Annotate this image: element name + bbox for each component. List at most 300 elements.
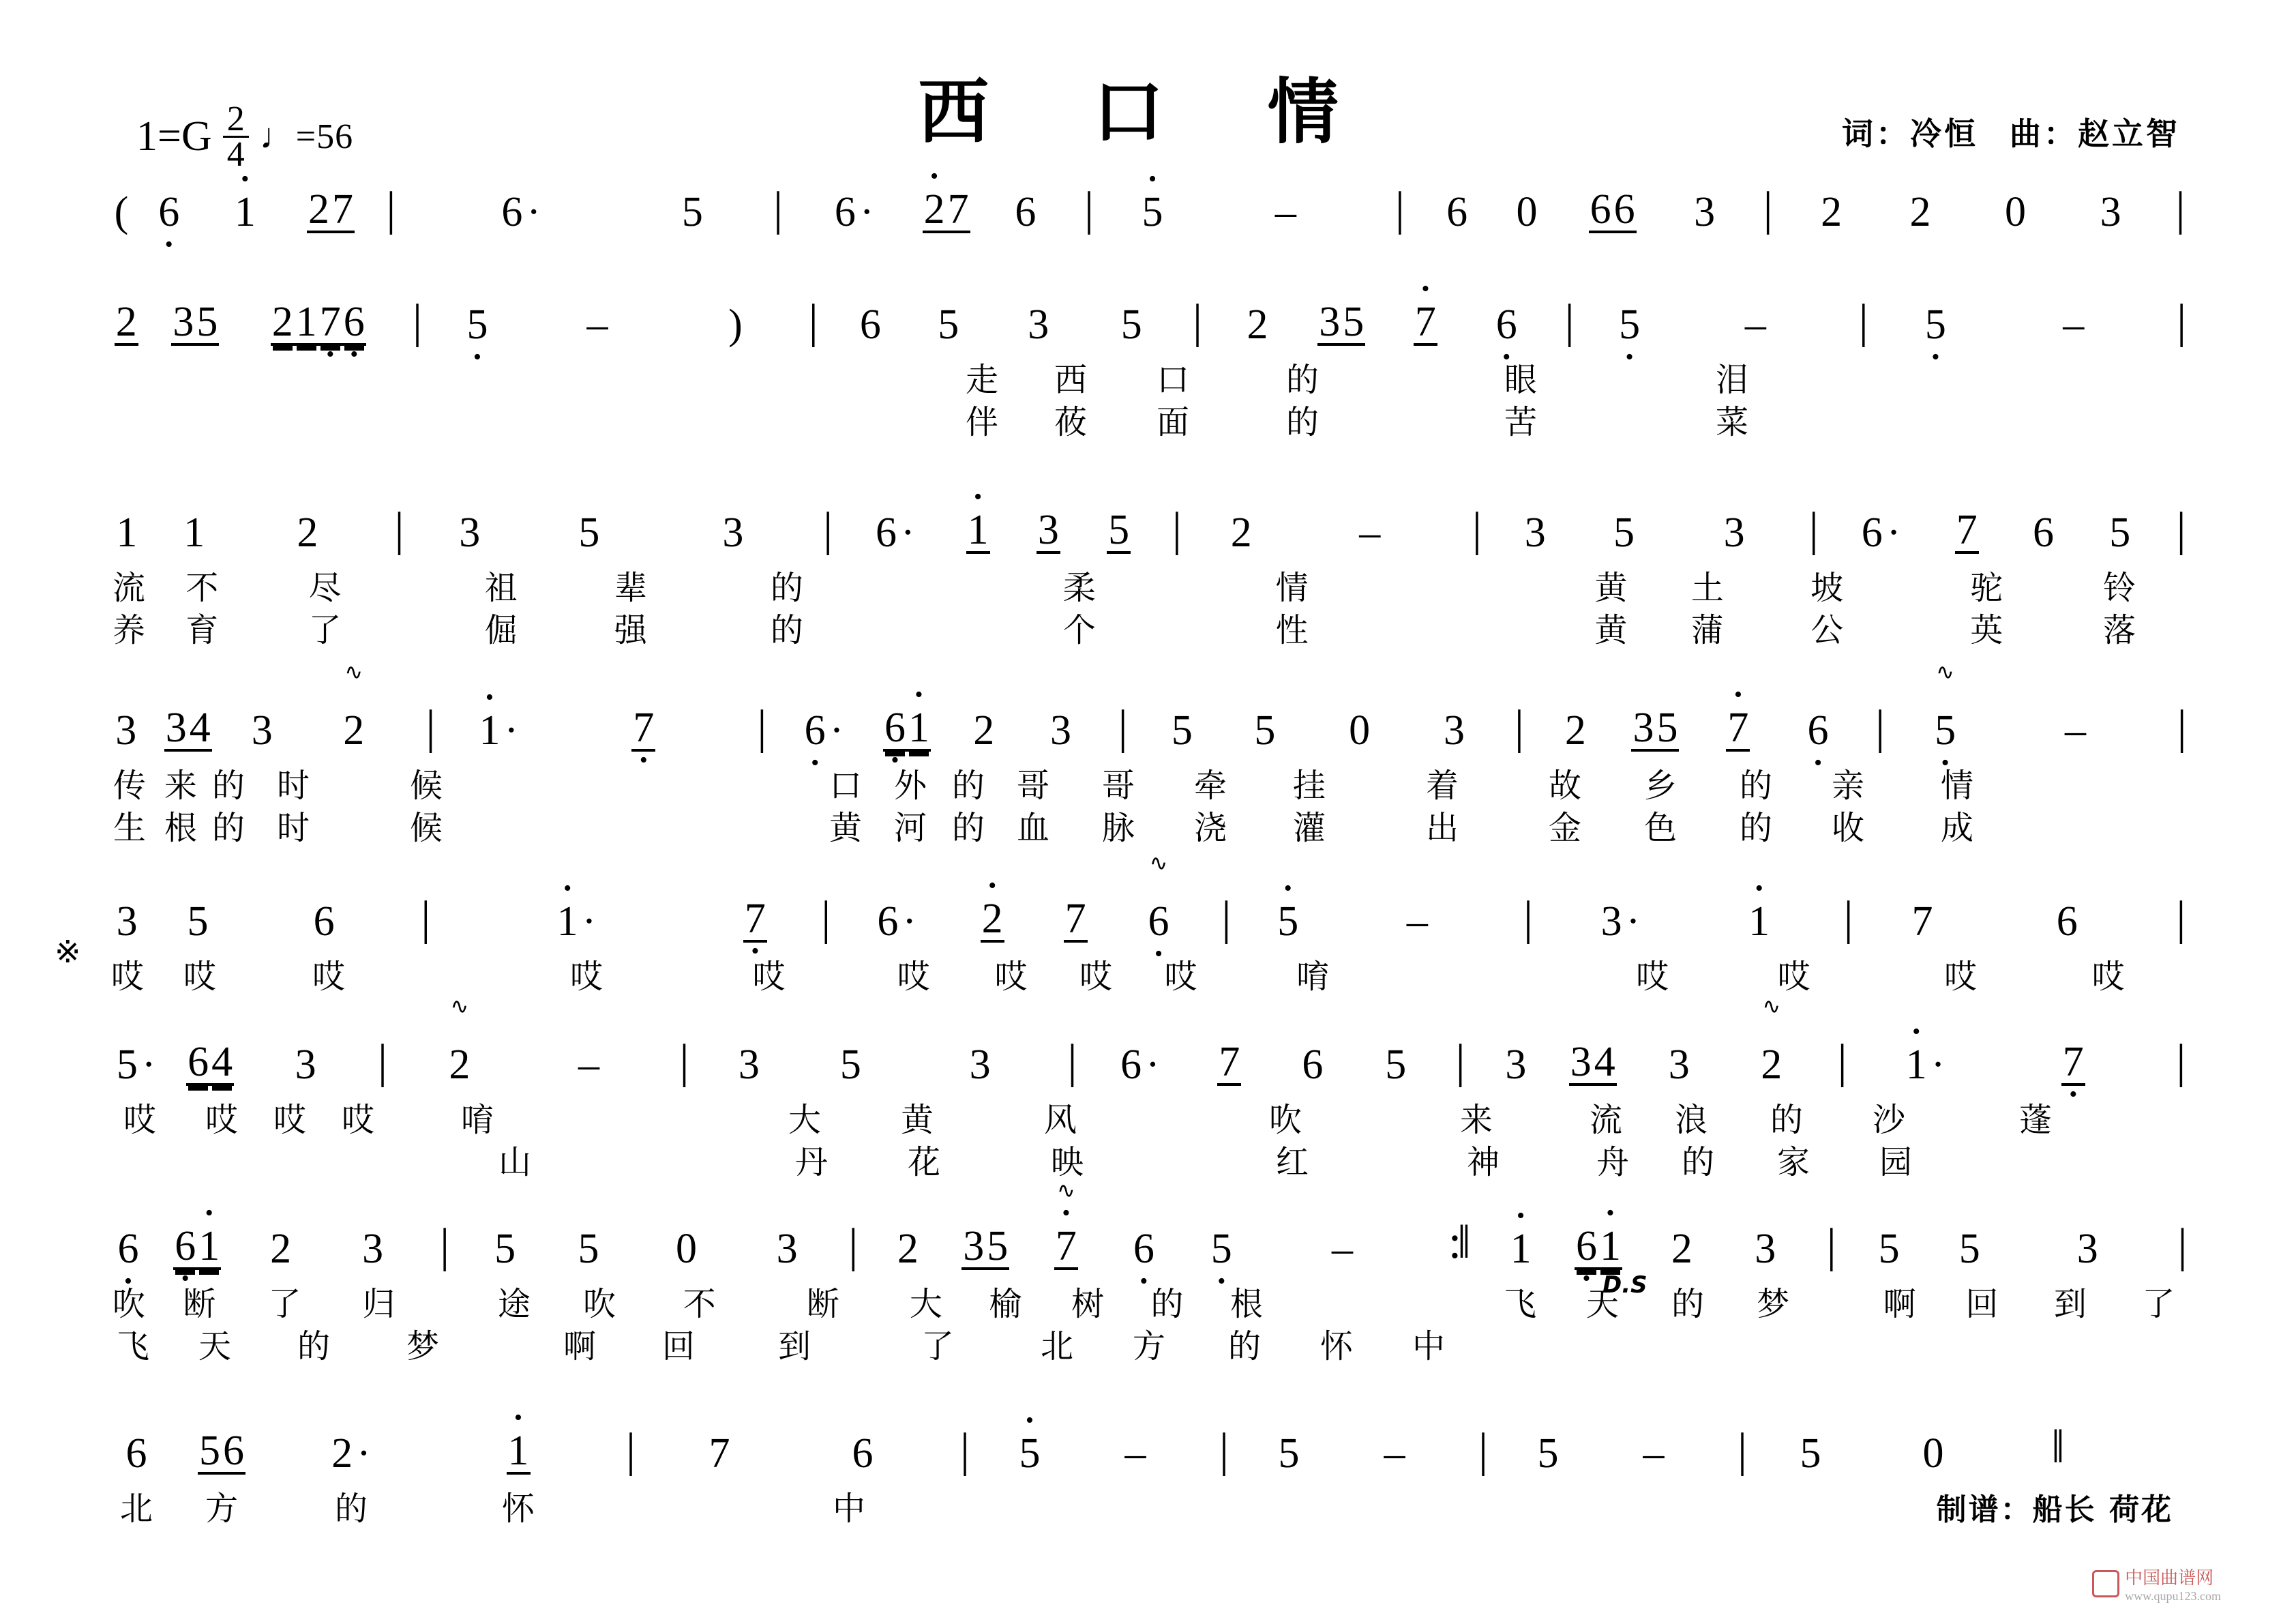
lyric: 哎 [1164, 957, 1197, 996]
lyric: 飞 [116, 1327, 149, 1365]
note: 0 [1516, 189, 1538, 235]
barline: | [1118, 701, 1128, 754]
note: 5 [2109, 510, 2131, 556]
note: 3 [1443, 707, 1465, 754]
barline: | [1455, 1035, 1465, 1088]
lyric-row-verse1 [102, 355, 2203, 398]
repeat-barline: :‖ [1448, 1216, 1467, 1269]
barline: | [757, 701, 767, 754]
barline: | [821, 892, 831, 945]
note: 6 [859, 301, 881, 348]
lyric: 候 [409, 766, 443, 805]
note: 5 [578, 1226, 599, 1272]
lyric: 牵 [1193, 766, 1227, 805]
barline: | [386, 183, 396, 235]
lyric: 了 [2142, 1284, 2175, 1323]
note: 6 [876, 510, 897, 556]
note: 7 [1219, 1039, 1240, 1085]
note: 6 [223, 1428, 244, 1474]
note: 7 • [631, 707, 655, 752]
lyric: 啊 [563, 1327, 596, 1365]
lyricist-credit: 词：冷恒 [1841, 115, 1978, 152]
lyric: 面 [1156, 402, 1189, 441]
lyric: 的 [1285, 402, 1319, 441]
dotted-duration: · [859, 189, 874, 235]
note: 2 [1564, 707, 1586, 754]
lyric: 流 [1589, 1100, 1622, 1139]
lyric: 园 [1879, 1142, 1912, 1181]
lyric: 唷 [460, 1100, 494, 1139]
lyric: 走 [965, 360, 998, 399]
note: 5 [116, 1042, 138, 1088]
barline: | [421, 892, 431, 945]
credits [1824, 109, 2180, 154]
barline: | [848, 1220, 859, 1272]
dotted-duration: · [1886, 510, 1901, 556]
lyric: 尽 [308, 568, 342, 607]
lyric: 黄 [1594, 568, 1628, 607]
note: • 1 [1509, 1228, 1533, 1270]
lyric: 口 [1156, 360, 1189, 399]
segno-icon: ※ [55, 934, 81, 969]
note: 3 [969, 1042, 991, 1088]
note: 6 [501, 189, 523, 235]
note: 6 [313, 898, 335, 945]
lyric: 土 [1690, 568, 1724, 607]
lyric: 唷 [1296, 957, 1330, 996]
barline: | [1219, 1424, 1229, 1477]
note: 5 [839, 1042, 861, 1088]
note: 5 • [466, 304, 490, 346]
note: 2 [973, 707, 995, 754]
note: 3 [251, 707, 273, 754]
note: 6 [1613, 186, 1635, 233]
note: 2 [1761, 1042, 1783, 1088]
lyric: 的 [211, 808, 245, 847]
note: 3 [722, 510, 744, 556]
barline: | [1837, 1035, 1847, 1088]
note: 6 [1861, 510, 1883, 556]
lyric: 神 [1466, 1142, 1500, 1181]
sustain-dash: – [1124, 1430, 1146, 1477]
lyric: 丹 [794, 1142, 828, 1181]
note: • 5 [1018, 1432, 1042, 1475]
lyric: 哎 [123, 1100, 156, 1139]
note: 3 [1037, 507, 1059, 553]
music-system-5 [55, 851, 2203, 996]
dotted-duration: · [357, 1430, 371, 1477]
lyric-row-verse1 [102, 1484, 2203, 1526]
lyric: 花 [907, 1142, 940, 1181]
lyric: 祖 [484, 568, 518, 607]
lyric: 哎 [273, 1100, 306, 1139]
lyric: 着 [1425, 766, 1459, 805]
lyric: 舟 [1596, 1142, 1629, 1181]
lyric: 成 [1940, 808, 1973, 847]
lyric: 哎 [1777, 957, 1810, 996]
note: 3 [1570, 1039, 1592, 1085]
lyric: 哎 [1636, 957, 1669, 996]
note: 4 [211, 1039, 233, 1085]
barline: | [1564, 295, 1575, 348]
barline: | [2177, 1220, 2188, 1272]
note: 3 [1600, 898, 1622, 945]
note: • 1 [1598, 1225, 1622, 1270]
note: 5 [1958, 1226, 1980, 1272]
note: 5 [1120, 301, 1142, 348]
lyric-row-verse2 [102, 1138, 2203, 1180]
lyric: 途 [497, 1284, 531, 1323]
note: 2 [308, 186, 329, 233]
barline: | [1221, 892, 1232, 945]
lyric: 中 [832, 1489, 865, 1528]
note: 5 [1108, 507, 1130, 553]
note: 5 • [1924, 304, 1948, 346]
lyric: 家 [1776, 1142, 1810, 1181]
lyric: 树 [1071, 1284, 1105, 1323]
lyric: 哎 [752, 957, 786, 996]
barline: | [959, 1424, 970, 1477]
lyric: 落 [2103, 610, 2136, 649]
lyric: 生 [113, 808, 146, 847]
lyric: 出 [1425, 808, 1459, 847]
lyric: 哎 [312, 957, 345, 996]
lyric: 辈 [614, 568, 647, 607]
note: 3 [116, 898, 138, 945]
barline: | [679, 1035, 689, 1088]
mordent-icon: ∿ [1057, 1178, 1075, 1202]
sustain-dash: – [1406, 898, 1428, 945]
note: • 7 [1414, 301, 1437, 346]
lyric: 怀 [1320, 1327, 1353, 1365]
lyric: 根 [164, 808, 197, 847]
barline: | [625, 1424, 636, 1477]
barline: | [773, 183, 784, 235]
lyric-row-verse1 [102, 952, 2203, 994]
note: 2 [297, 510, 318, 556]
lyric: 公 [1810, 610, 1844, 649]
lyric: 乡 [1643, 766, 1677, 805]
note: 5 [938, 301, 959, 348]
lyric: 沙 [1872, 1100, 1905, 1139]
barline: | [426, 701, 436, 754]
note-row [102, 171, 2203, 233]
lyric: 口 [829, 766, 862, 805]
lyric: 浪 [1674, 1100, 1708, 1139]
note: 2 [1247, 301, 1268, 348]
lyric: 不 [683, 1284, 716, 1323]
sustain-dash: – [1359, 510, 1381, 556]
lyric: 的 [1770, 1100, 1803, 1139]
lyric: 的 [770, 568, 803, 607]
note: 5 • [1210, 1228, 1234, 1270]
note: • 5 [1276, 900, 1300, 943]
note: 2 [1909, 189, 1931, 235]
lyric: 不 [185, 568, 219, 607]
lyric: 个 [1062, 610, 1096, 649]
note: 6 • [116, 1228, 140, 1270]
lyric: 的 [951, 766, 985, 805]
lyric: 榆 [989, 1284, 1022, 1323]
watermark-url: www.qupu123.com [2125, 1589, 2221, 1603]
lyric: 的 [1671, 1284, 1705, 1323]
lyric: 的 [1681, 1142, 1714, 1181]
barline: | [1192, 295, 1202, 348]
lyric: 归 [362, 1284, 396, 1323]
note-row [102, 491, 2203, 554]
note: 3 [738, 1042, 760, 1088]
lyric-row-verse1 [102, 563, 2203, 606]
lyric: 哥 [1101, 766, 1135, 805]
lyric: 梦 [406, 1327, 439, 1365]
note: 5 [1254, 707, 1276, 754]
note: 2 [271, 299, 293, 345]
lyric-row-verse2 [102, 398, 2203, 440]
note: 0 [2005, 189, 2027, 235]
note: 6 [188, 1039, 209, 1085]
dotted-duration: · [582, 898, 597, 945]
note: 2 [897, 1226, 919, 1272]
watermark-title: 中国曲谱网 [2125, 1568, 2214, 1588]
note: 7 [709, 1430, 730, 1477]
note: 3 [2100, 189, 2121, 235]
note: 0 [1349, 707, 1371, 754]
note: 2 [343, 707, 365, 754]
note: 5 [1537, 1430, 1559, 1477]
lyric: 泪 [1715, 360, 1748, 399]
note: 5 [1800, 1430, 1821, 1477]
lyric: 倔 [484, 610, 518, 649]
mordent-icon: ∿ [1149, 851, 1168, 875]
lyric-row-verse2 [102, 803, 2203, 846]
barline: | [823, 503, 833, 556]
note: 5 [578, 510, 600, 556]
note-row [102, 283, 2203, 346]
lyric: 哎 [1079, 957, 1113, 996]
note: 2 [115, 299, 137, 345]
music-system-3 [102, 491, 2203, 648]
sustain-dash: – [1744, 301, 1766, 348]
composer-credit: 曲：赵立智 [2010, 115, 2180, 152]
lyric-row-verse2 [102, 1322, 2203, 1364]
note: 1 [295, 299, 317, 345]
note: 2 [270, 1226, 292, 1272]
lyric: 菜 [1715, 402, 1748, 441]
lyric: 哎 [2091, 957, 2125, 996]
lyric: 了 [921, 1327, 954, 1365]
barline: | [2176, 503, 2186, 556]
lyric: 梦 [1757, 1284, 1790, 1323]
sustain-dash: – [2064, 707, 2086, 754]
barline: | [1763, 183, 1773, 235]
note: 5 [1385, 1042, 1407, 1088]
barline: | [1523, 892, 1533, 945]
lyric: 哎 [205, 1100, 238, 1139]
note: 6 [1446, 189, 1468, 235]
barline: | [1067, 1035, 1077, 1088]
lyric: 伴 [965, 402, 998, 441]
lyric: 灌 [1292, 808, 1326, 847]
lyric: 候 [409, 808, 443, 847]
lyric: 哎 [1943, 957, 1977, 996]
lyric: 哎 [110, 957, 144, 996]
note: 7 [1956, 507, 1978, 553]
note: 6 [2033, 510, 2055, 556]
barline: | [1478, 1424, 1488, 1477]
lyric: 血 [1016, 808, 1049, 847]
lyric: 大 [909, 1284, 942, 1323]
final-barline: ‖ [2051, 1421, 2061, 1473]
note: • 2 [923, 188, 946, 233]
music-system-8 [102, 1412, 2203, 1526]
note: 6 [1590, 186, 1611, 233]
lyric: 脉 [1101, 808, 1135, 847]
barline: | [1826, 1220, 1836, 1272]
note: 1 [116, 510, 138, 556]
sustain-dash: – [2063, 301, 2085, 348]
note: 7 • [743, 898, 767, 943]
lyric: 哎 [341, 1100, 374, 1139]
barline: | [1737, 1424, 1747, 1477]
note: 3 [1050, 707, 1072, 754]
note: • 5 [1141, 191, 1165, 233]
lyric: 大 [788, 1100, 821, 1139]
lyric: 方 [205, 1489, 238, 1528]
note: 3 [165, 705, 187, 751]
note: 5 [494, 1226, 516, 1272]
lyric: 到 [2053, 1284, 2087, 1323]
note: 6 [852, 1430, 874, 1477]
note: 6 [125, 1430, 147, 1477]
note: 5 • [1617, 304, 1641, 346]
note: 4 [1594, 1039, 1615, 1085]
note: 0 [675, 1226, 697, 1272]
mordent-icon: ∿ [344, 660, 363, 684]
mordent-icon: ∿ [1936, 660, 1954, 684]
note: 2 [331, 1430, 353, 1477]
dotted-duration: · [141, 1042, 156, 1088]
lyric: 的 [297, 1327, 330, 1365]
note-row [102, 1178, 2203, 1272]
lyric: 黄 [900, 1100, 934, 1139]
lyric: 回 [1965, 1284, 1999, 1323]
lyric: 山 [498, 1142, 531, 1181]
lyric: 的 [334, 1489, 368, 1528]
lyric: 流 [112, 568, 145, 607]
sustain-dash: – [578, 1042, 600, 1088]
note: 6 [1015, 189, 1037, 235]
lyric: 的 [951, 808, 985, 847]
music-system-6 [102, 994, 2203, 1181]
lyric-row-verse2 [102, 606, 2203, 648]
note: 5 [1613, 510, 1635, 556]
note: 3 [963, 1223, 985, 1269]
lyric: 啊 [1883, 1284, 1916, 1323]
dotted-duration: · [504, 707, 519, 754]
logo-icon [2092, 1570, 2119, 1597]
note: 4 [189, 705, 211, 751]
note: 3 [1668, 1042, 1690, 1088]
paren-close: ) [728, 301, 743, 348]
note: 5 [1171, 707, 1193, 754]
lyric: 铃 [2103, 568, 2136, 607]
lyric: 哎 [897, 957, 930, 996]
note: 7 • [318, 301, 342, 346]
note: 6 [877, 898, 899, 945]
note: • 2 [981, 898, 1004, 943]
note: • 1 [507, 1430, 531, 1475]
note: 3 [1723, 510, 1745, 556]
lyric: 情 [1275, 568, 1309, 607]
lyric: 柔 [1062, 568, 1096, 607]
note: 6 • [883, 707, 907, 752]
lyric: 养 [112, 610, 145, 649]
note: 7 [947, 186, 969, 233]
ds-marking: D.S [1602, 1271, 1648, 1299]
lyric: 金 [1548, 808, 1581, 847]
note: 2 [1821, 189, 1843, 235]
lyric: 河 [893, 808, 927, 847]
lyric: 性 [1275, 610, 1309, 649]
note: 6 • [1147, 900, 1171, 943]
lyric: 浇 [1193, 808, 1227, 847]
note: 3 [1505, 1042, 1527, 1088]
page-title: 西 口 情 [918, 70, 1378, 153]
note: 6 [1302, 1042, 1324, 1088]
barline: | [1472, 503, 1482, 556]
lyric-row-verse1 [102, 761, 2203, 803]
lyric: 时 [276, 766, 310, 805]
note: • 1 [197, 1225, 221, 1270]
lyric: 的 [1739, 766, 1772, 805]
lyric: 苦 [1504, 402, 1537, 441]
barline: | [2176, 892, 2186, 945]
note: 5 [196, 299, 218, 345]
meter-denominator: 4 [226, 135, 245, 175]
lyric: 映 [1050, 1142, 1084, 1181]
note-row [102, 660, 2203, 754]
note: • 1 [966, 509, 990, 554]
barline: | [1514, 701, 1524, 754]
lyric: 亲 [1831, 766, 1864, 805]
lyric: 的 [1150, 1284, 1184, 1323]
note-row [102, 1412, 2203, 1475]
lyric: 的 [1739, 808, 1772, 847]
lyric: 时 [276, 808, 310, 847]
note: 6 • [803, 709, 827, 752]
lyric: 西 [1054, 360, 1087, 399]
lyric: 到 [777, 1327, 811, 1365]
music-system-1 [102, 171, 2203, 233]
note: 5 [1878, 1226, 1900, 1272]
lyric: 了 [308, 610, 342, 649]
lyric: 哥 [1016, 766, 1049, 805]
lyric: 风 [1043, 1100, 1077, 1139]
note: • 1 [1905, 1044, 1928, 1086]
note: 3 [459, 510, 481, 556]
note: 5 [987, 1223, 1009, 1269]
lyric: 蓬 [2018, 1100, 2052, 1139]
lyric: 来 [1459, 1100, 1493, 1139]
lyric: 挂 [1292, 766, 1326, 805]
barline: | [1395, 183, 1405, 235]
note: 6 • [1132, 1228, 1156, 1270]
note: 3 [362, 1226, 384, 1272]
lyric: 中 [1412, 1327, 1445, 1365]
lyric: 飞 [1504, 1284, 1537, 1323]
lyric: 莜 [1054, 402, 1087, 441]
note: 2 [449, 1042, 471, 1088]
